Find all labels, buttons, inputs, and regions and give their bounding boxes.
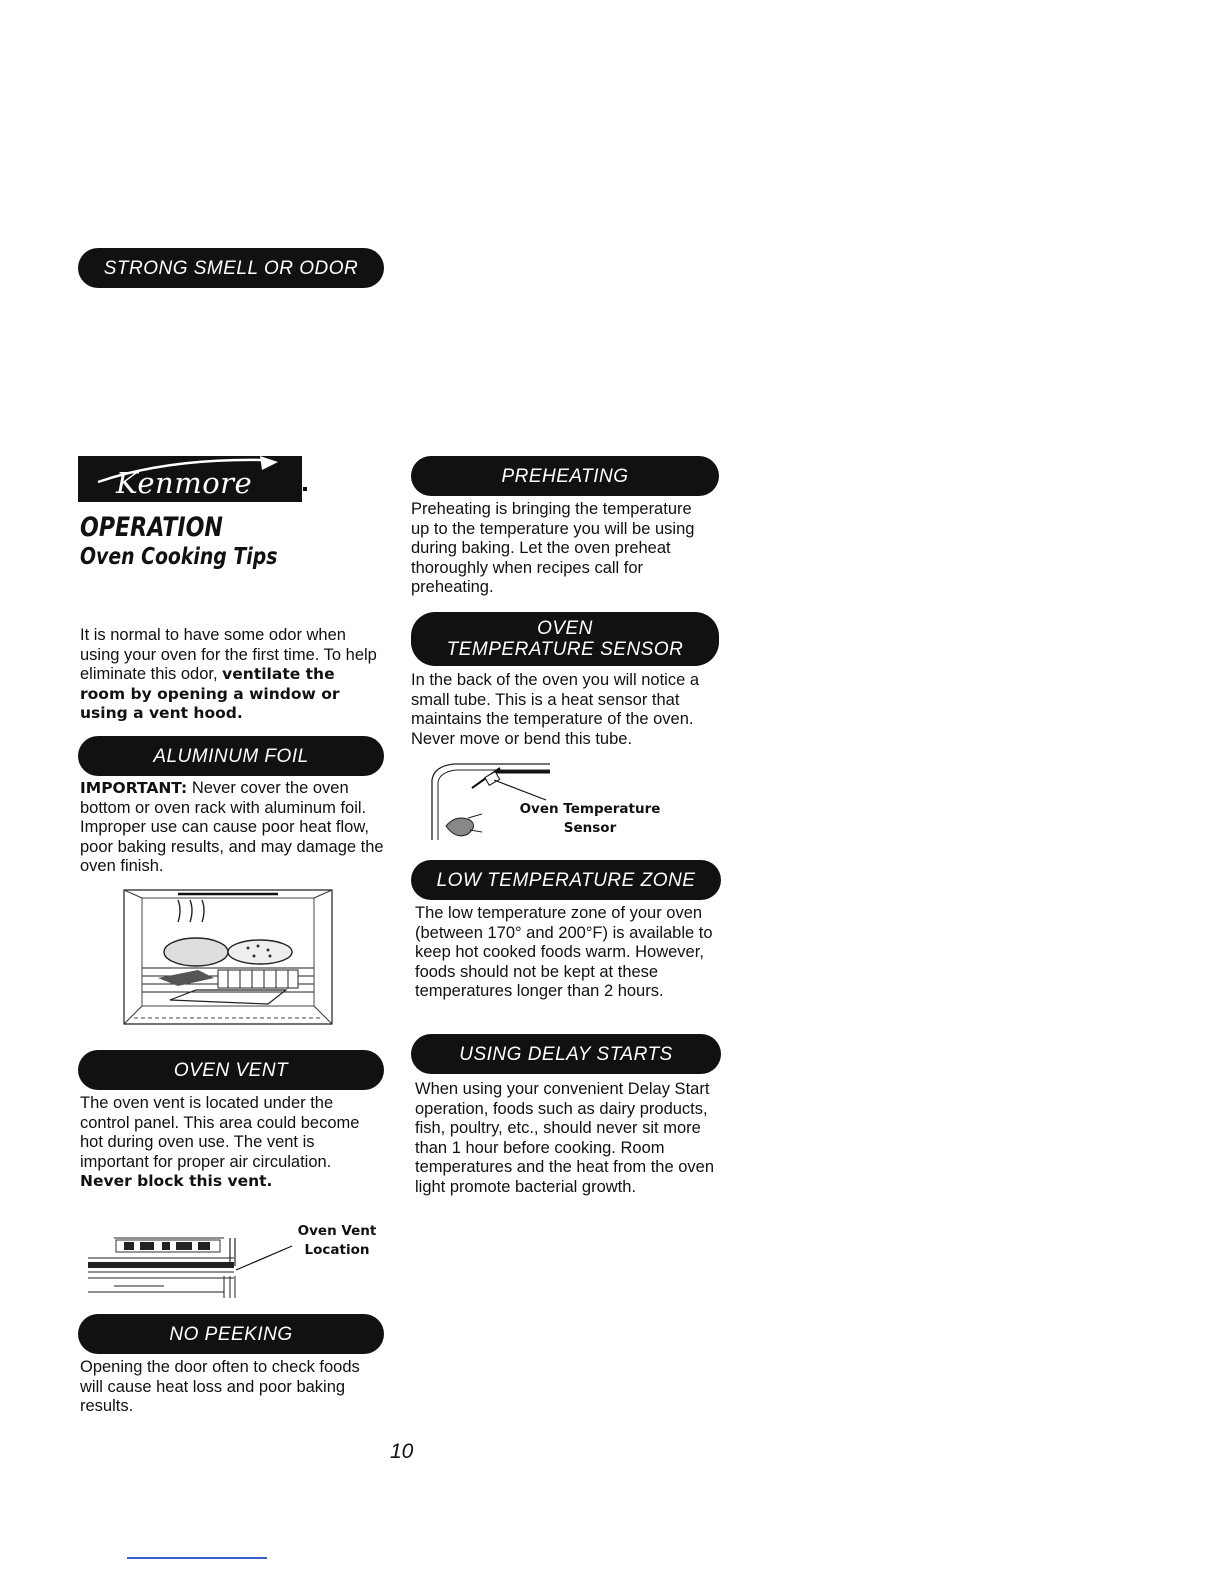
subsection-title: Oven Cooking Tips <box>80 544 278 570</box>
oven-vent-text: The oven vent is located under the control panel. This area could become hot during oven use. The vent is important for proper air circulation. Never block this vent. <box>80 1094 360 1191</box>
oven-vent-heading: OVEN VENT <box>78 1050 384 1090</box>
section-title: OPERATION <box>80 512 223 543</box>
page-number: 10 <box>390 1440 414 1463</box>
delay-starts-text: When using your convenient Delay Start operation, foods such as dairy products, fish, poultry, etc., should never sit more than 1 hour before cooking. Room temperatures and the heat from the oven light promote bacterial growth. <box>415 1080 715 1196</box>
oven-vent-illustration <box>84 1232 294 1304</box>
sensor-text: In the back of the oven you will notice a small tube. This is a heat sensor that maintains the temperature of the oven. Never move or bend this tube. <box>411 671 700 748</box>
sensor-heading <box>411 612 719 666</box>
oven-vent-caption: Oven Vent Location <box>297 1223 377 1258</box>
strong-smell-heading: STRONG SMELL OR ODOR <box>78 248 384 288</box>
aluminum-foil-heading: ALUMINUM FOIL <box>78 736 384 776</box>
aluminum-foil-text: IMPORTANT: Never cover the oven bottom or oven rack with aluminum foil. Improper use can cause poor heat flow, poor baking results, and may damage the oven finish. <box>80 779 384 876</box>
sensor-heading-line1: OVEN <box>537 618 593 639</box>
no-peeking-heading: NO PEEKING <box>78 1314 384 1354</box>
sensor-caption: Oven Temperature Sensor <box>519 801 661 836</box>
low-temp-text: The low temperature zone of your oven (between 170° and 200°F) is available to keep hot cooked foods warm. However, foods should not be kept at these temperatures longer than 2 hours. <box>415 904 713 1001</box>
footer-rule <box>127 1557 267 1559</box>
logo-wordmark: Kenmore <box>116 466 253 500</box>
preheating-text: Preheating is bringing the temperature up to the temperature you will be using during baking. Let the oven preheat thoroughly when recipes call for preheating. <box>411 500 695 597</box>
kenmore-logo <box>78 456 302 502</box>
delay-starts-heading: USING DELAY STARTS <box>411 1034 721 1074</box>
strong-smell-text: It is normal to have some odor when using your oven for the first time. To help eliminate this odor, ventilate the room by opening a window or using a vent hood. <box>80 626 377 723</box>
preheating-heading: PREHEATING <box>411 456 719 496</box>
no-peeking-text: Opening the door often to check foods will cause heat loss and poor baking results. <box>80 1358 360 1416</box>
low-temp-heading: LOW TEMPERATURE ZONE <box>411 860 721 900</box>
sensor-heading-line2: TEMPERATURE SENSOR <box>446 639 684 660</box>
oven-foil-illustration <box>118 886 340 1032</box>
logo-trademark-dot <box>303 487 307 491</box>
